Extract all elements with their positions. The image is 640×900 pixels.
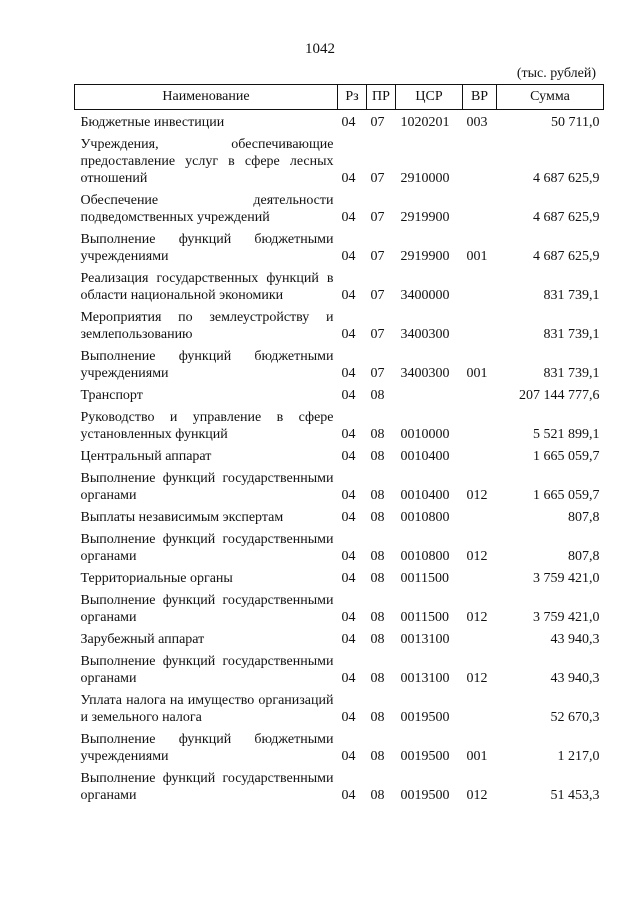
- cell-vr: [463, 443, 497, 465]
- cell-sum: 4 687 625,9: [533, 249, 600, 264]
- cell-sum: 807,8: [568, 549, 600, 564]
- cell-name: Выполнение функций государственными органами: [80, 593, 334, 625]
- cell-csr: 0010400: [400, 488, 450, 503]
- cell-pr: 08: [370, 788, 385, 803]
- cell-name: Выполнение функций бюджетными учреждениями: [80, 349, 334, 381]
- cell-vr: 012: [466, 488, 488, 503]
- table-row: [75, 565, 604, 587]
- cell-rz: 04: [341, 427, 356, 442]
- cell-sum: 3 759 421,0: [533, 571, 600, 586]
- cell-pr: 08: [370, 632, 385, 647]
- cell-name: Выполнение функций государственными органами: [80, 771, 334, 803]
- cell-name: Выполнение функций государственными органами: [80, 654, 334, 686]
- cell-sum: 50 711,0: [551, 115, 600, 130]
- table-row: [75, 626, 604, 648]
- table-row: [75, 765, 604, 804]
- cell-name: Территориальные органы: [80, 571, 233, 586]
- table-row: [75, 504, 604, 526]
- cell-pr: 08: [370, 671, 385, 686]
- cell-csr: 2919900: [400, 210, 450, 225]
- cell-name: Выплаты независимым экспертам: [80, 510, 284, 525]
- cell-csr: 3400300: [400, 327, 450, 342]
- cell-rz: 04: [341, 571, 356, 586]
- cell-vr: 012: [466, 610, 488, 625]
- cell-pr: 07: [370, 288, 385, 303]
- cell-rz: 04: [341, 171, 356, 186]
- table-row: [75, 382, 604, 404]
- cell-vr: [463, 382, 497, 404]
- cell-csr: 0010000: [400, 427, 450, 442]
- cell-pr: 08: [370, 427, 385, 442]
- cell-vr: 001: [466, 749, 488, 764]
- cell-csr: 1020201: [400, 115, 450, 130]
- cell-sum: 1 217,0: [557, 749, 600, 764]
- cell-pr: 07: [370, 210, 385, 225]
- cell-rz: 04: [341, 549, 356, 564]
- cell-rz: 04: [341, 327, 356, 342]
- cell-sum: 43 940,3: [550, 632, 600, 647]
- cell-rz: 04: [341, 366, 356, 381]
- cell-rz: 04: [341, 288, 356, 303]
- cell-csr: 0011500: [400, 610, 449, 625]
- cell-rz: 04: [341, 632, 356, 647]
- table-row: [75, 187, 604, 226]
- cell-csr: 0011500: [400, 571, 449, 586]
- cell-sum: 4 687 625,9: [533, 171, 600, 186]
- cell-sum: 4 687 625,9: [533, 210, 600, 225]
- cell-sum: 207 144 777,6: [519, 388, 600, 403]
- cell-vr: 012: [466, 671, 488, 686]
- cell-pr: 08: [370, 510, 385, 525]
- cell-csr: 0010400: [400, 449, 450, 464]
- cell-pr: 08: [370, 610, 385, 625]
- cell-pr: 07: [370, 366, 385, 381]
- table-row: [75, 304, 604, 343]
- cell-vr: 001: [466, 249, 488, 264]
- cell-rz: 04: [341, 488, 356, 503]
- units-label: (тыс. рублей): [516, 66, 596, 81]
- cell-rz: 04: [341, 210, 356, 225]
- cell-name: Зарубежный аппарат: [80, 632, 205, 647]
- header-pr: ПР: [367, 85, 396, 110]
- table-row: [75, 526, 604, 565]
- cell-csr: 2919900: [400, 249, 450, 264]
- cell-pr: 08: [370, 710, 385, 725]
- cell-vr: 001: [466, 366, 488, 381]
- cell-name: Уплата налога на имущество организаций и земельного налога: [80, 693, 334, 725]
- cell-csr: 0013100: [400, 671, 450, 686]
- cell-rz: 04: [341, 671, 356, 686]
- table-body: [75, 110, 604, 805]
- table-row: [75, 226, 604, 265]
- cell-vr: 012: [466, 788, 488, 803]
- cell-rz: 04: [341, 788, 356, 803]
- cell-rz: 04: [341, 249, 356, 264]
- cell-rz: 04: [341, 610, 356, 625]
- cell-vr: [463, 504, 497, 526]
- cell-name: Выполнение функций государственными органами: [80, 532, 334, 564]
- cell-name: Транспорт: [80, 388, 143, 403]
- cell-vr: [463, 131, 497, 187]
- table-row: [75, 404, 604, 443]
- cell-rz: 04: [341, 388, 356, 403]
- table-row: [75, 443, 604, 465]
- cell-pr: 08: [370, 488, 385, 503]
- cell-sum: 831 739,1: [543, 366, 600, 381]
- cell-csr: 2910000: [400, 171, 450, 186]
- header-rz: Рз: [338, 85, 367, 110]
- cell-csr: 3400300: [400, 366, 450, 381]
- cell-vr: [463, 687, 497, 726]
- cell-name: Центральный аппарат: [80, 449, 212, 464]
- table-row: [75, 343, 604, 382]
- cell-name: Выполнение функций бюджетными учреждениями: [80, 732, 334, 764]
- cell-name: Учреждения, обеспечивающие предоставление услуг в сфере лесных отношений: [80, 137, 334, 186]
- cell-vr: 003: [466, 115, 488, 130]
- cell-vr: [463, 626, 497, 648]
- cell-rz: 04: [341, 115, 356, 130]
- cell-name: Обеспечение деятельности подведомственных учреждений: [80, 193, 334, 225]
- header-csr: ЦСР: [396, 85, 463, 110]
- cell-rz: 04: [341, 449, 356, 464]
- table-row: [75, 131, 604, 187]
- page-number: 1042: [305, 41, 335, 57]
- cell-pr: 08: [370, 449, 385, 464]
- cell-pr: 08: [370, 571, 385, 586]
- table-row: [75, 726, 604, 765]
- cell-csr: 3400000: [400, 288, 450, 303]
- cell-sum: 52 670,3: [550, 710, 600, 725]
- cell-name: Мероприятия по землеустройству и землепользованию: [80, 310, 334, 342]
- table-row: [75, 587, 604, 626]
- cell-csr: 0019500: [400, 749, 450, 764]
- cell-sum: 807,8: [568, 510, 600, 525]
- cell-name: Выполнение функций бюджетными учреждениями: [80, 232, 334, 264]
- cell-pr: 07: [370, 171, 385, 186]
- cell-vr: 012: [466, 549, 488, 564]
- cell-csr: 0019500: [400, 788, 450, 803]
- cell-pr: 07: [370, 327, 385, 342]
- cell-name: Руководство и управление в сфере установленных функций: [80, 410, 334, 442]
- cell-vr: [463, 404, 497, 443]
- cell-rz: 04: [341, 749, 356, 764]
- cell-rz: 04: [341, 710, 356, 725]
- cell-sum: 51 453,3: [550, 788, 600, 803]
- cell-csr: [396, 382, 463, 404]
- cell-csr: 0019500: [400, 710, 450, 725]
- cell-sum: 831 739,1: [543, 327, 600, 342]
- cell-sum: 1 665 059,7: [533, 488, 600, 503]
- cell-name: Реализация государственных функций в области национальной экономики: [80, 271, 334, 303]
- cell-sum: 1 665 059,7: [533, 449, 600, 464]
- cell-csr: 0013100: [400, 632, 450, 647]
- cell-vr: [463, 187, 497, 226]
- cell-pr: 07: [370, 249, 385, 264]
- cell-sum: 831 739,1: [543, 288, 600, 303]
- cell-vr: [463, 304, 497, 343]
- cell-rz: 04: [341, 510, 356, 525]
- cell-vr: [463, 265, 497, 304]
- table-row: [75, 265, 604, 304]
- cell-pr: 07: [370, 115, 385, 130]
- cell-csr: 0010800: [400, 510, 450, 525]
- cell-sum: 43 940,3: [550, 671, 600, 686]
- table-row: [75, 110, 604, 132]
- cell-pr: 08: [370, 549, 385, 564]
- table-header-row: [75, 85, 604, 110]
- cell-sum: 5 521 899,1: [533, 427, 600, 442]
- cell-pr: 08: [370, 749, 385, 764]
- table-row: [75, 465, 604, 504]
- cell-sum: 3 759 421,0: [533, 610, 600, 625]
- cell-name: Бюджетные инвестиции: [80, 115, 225, 130]
- header-sum: Сумма: [497, 85, 604, 110]
- cell-vr: [463, 565, 497, 587]
- budget-table: [74, 84, 604, 804]
- header-name: Наименование: [75, 85, 338, 110]
- cell-name: Выполнение функций государственными органами: [80, 471, 334, 503]
- table-row: [75, 687, 604, 726]
- table-row: [75, 648, 604, 687]
- header-vr: ВР: [463, 85, 497, 110]
- cell-pr: 08: [370, 388, 385, 403]
- cell-csr: 0010800: [400, 549, 450, 564]
